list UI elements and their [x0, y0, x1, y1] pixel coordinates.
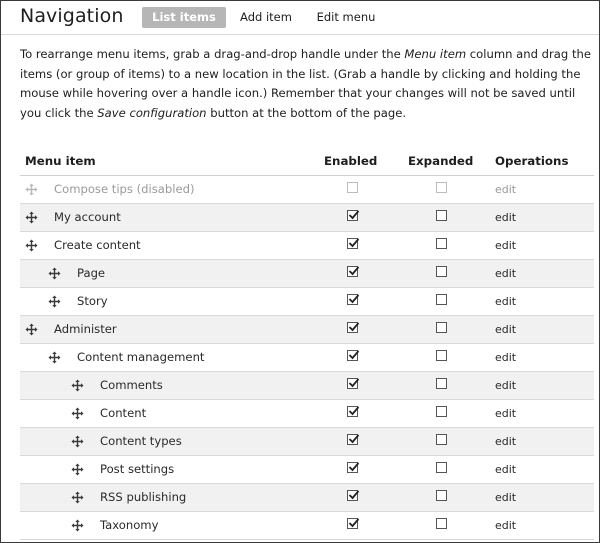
expanded-checkbox[interactable] — [436, 238, 447, 249]
drag-handle-icon[interactable] — [71, 407, 84, 420]
menu-item-label: Post settings — [100, 462, 175, 476]
drag-handle-icon[interactable] — [48, 351, 61, 364]
enabled-checkbox[interactable] — [347, 378, 358, 389]
menu-items-table — [20, 148, 594, 540]
expanded-checkbox[interactable] — [436, 294, 447, 305]
edit-link[interactable]: edit — [495, 267, 517, 280]
expanded-checkbox[interactable] — [436, 490, 447, 501]
edit-link[interactable]: edit — [495, 407, 517, 420]
drag-handle-icon[interactable] — [25, 211, 38, 224]
page-header — [1, 1, 599, 35]
edit-link[interactable]: edit — [495, 435, 517, 448]
menu-item-label: Create content — [54, 238, 141, 252]
edit-link[interactable]: edit — [495, 295, 517, 308]
column-header-menu-item: Menu item — [25, 154, 96, 168]
drag-handle-icon[interactable] — [71, 379, 84, 392]
table-row — [20, 316, 594, 344]
drag-handle-icon[interactable] — [25, 323, 38, 336]
help-text-save-configuration-emphasis: Save configuration — [97, 105, 207, 120]
menu-item-label: My account — [54, 210, 121, 224]
enabled-checkbox[interactable] — [347, 406, 358, 417]
help-text — [20, 45, 592, 123]
menu-item-label: Content management — [77, 350, 205, 364]
drag-handle-icon[interactable] — [71, 435, 84, 448]
column-header-operations: Operations — [495, 154, 569, 168]
table-row — [20, 288, 594, 316]
expanded-checkbox[interactable] — [436, 378, 447, 389]
expanded-checkbox[interactable] — [436, 182, 447, 193]
drag-handle-icon[interactable] — [71, 491, 84, 504]
table-row — [20, 344, 594, 372]
tab-add-item[interactable]: Add item — [240, 10, 292, 24]
table-row — [20, 428, 594, 456]
enabled-checkbox[interactable] — [347, 518, 358, 529]
menu-item-label: Compose tips (disabled) — [54, 182, 195, 196]
edit-link[interactable]: edit — [495, 183, 517, 196]
table-row — [20, 484, 594, 512]
expanded-checkbox[interactable] — [436, 322, 447, 333]
menu-item-label: Comments — [100, 378, 163, 392]
enabled-checkbox[interactable] — [347, 182, 358, 193]
help-text-part-2: column and drag the items (or group of items) to a new location in the list. (Grab a handle by clicking and holding the mouse while hovering over a handle icon.) Remember that your changes will not be saved until you click the — [20, 47, 591, 120]
tab-edit-menu[interactable]: Edit menu — [316, 10, 376, 24]
edit-link[interactable]: edit — [495, 351, 517, 364]
menu-item-label: Page — [77, 266, 106, 280]
enabled-checkbox[interactable] — [347, 266, 358, 277]
edit-link[interactable]: edit — [495, 211, 517, 224]
drag-handle-icon[interactable] — [25, 183, 38, 196]
expanded-checkbox[interactable] — [436, 518, 447, 529]
table-row — [20, 512, 594, 540]
column-header-expanded: Expanded — [408, 154, 474, 168]
column-header-enabled: Enabled — [324, 154, 378, 168]
menu-item-label: Administer — [54, 322, 117, 336]
drag-handle-icon[interactable] — [71, 463, 84, 476]
enabled-checkbox[interactable] — [347, 322, 358, 333]
drag-handle-icon[interactable] — [71, 519, 84, 532]
menu-item-label: RSS publishing — [100, 490, 187, 504]
enabled-checkbox[interactable] — [347, 462, 358, 473]
edit-link[interactable]: edit — [495, 491, 517, 504]
table-row — [20, 204, 594, 232]
tab-list-items[interactable]: List items — [142, 7, 226, 28]
table-row — [20, 260, 594, 288]
enabled-checkbox[interactable] — [347, 490, 358, 501]
table-row — [20, 456, 594, 484]
table-row — [20, 232, 594, 260]
edit-link[interactable]: edit — [495, 239, 517, 252]
edit-link[interactable]: edit — [495, 379, 517, 392]
expanded-checkbox[interactable] — [436, 406, 447, 417]
enabled-checkbox[interactable] — [347, 434, 358, 445]
expanded-checkbox[interactable] — [436, 434, 447, 445]
expanded-checkbox[interactable] — [436, 210, 447, 221]
enabled-checkbox[interactable] — [347, 294, 358, 305]
edit-link[interactable]: edit — [495, 323, 517, 336]
help-text-menu-item-emphasis: Menu item — [404, 47, 467, 61]
menu-item-label: Content — [100, 406, 147, 420]
help-text-part-1: To rearrange menu items, grab a drag-and-drop handle under the — [20, 47, 405, 61]
expanded-checkbox[interactable] — [436, 266, 447, 277]
drag-handle-icon[interactable] — [48, 295, 61, 308]
table-row — [20, 176, 594, 204]
table-body — [20, 176, 594, 540]
table-row — [20, 372, 594, 400]
drag-handle-icon[interactable] — [48, 267, 61, 280]
table-header — [20, 148, 594, 176]
edit-link[interactable]: edit — [495, 463, 517, 476]
drag-handle-icon[interactable] — [25, 239, 38, 252]
page-title: Navigation — [20, 5, 124, 27]
edit-link[interactable]: edit — [495, 519, 517, 532]
expanded-checkbox[interactable] — [436, 350, 447, 361]
enabled-checkbox[interactable] — [347, 350, 358, 361]
help-text-part-3: button at the bottom of the page. — [206, 105, 407, 120]
enabled-checkbox[interactable] — [347, 238, 358, 249]
expanded-checkbox[interactable] — [436, 462, 447, 473]
menu-item-label: Content types — [100, 434, 182, 448]
menu-item-label: Story — [77, 294, 108, 308]
table-row — [20, 400, 594, 428]
enabled-checkbox[interactable] — [347, 210, 358, 221]
menu-item-label: Taxonomy — [100, 518, 159, 532]
